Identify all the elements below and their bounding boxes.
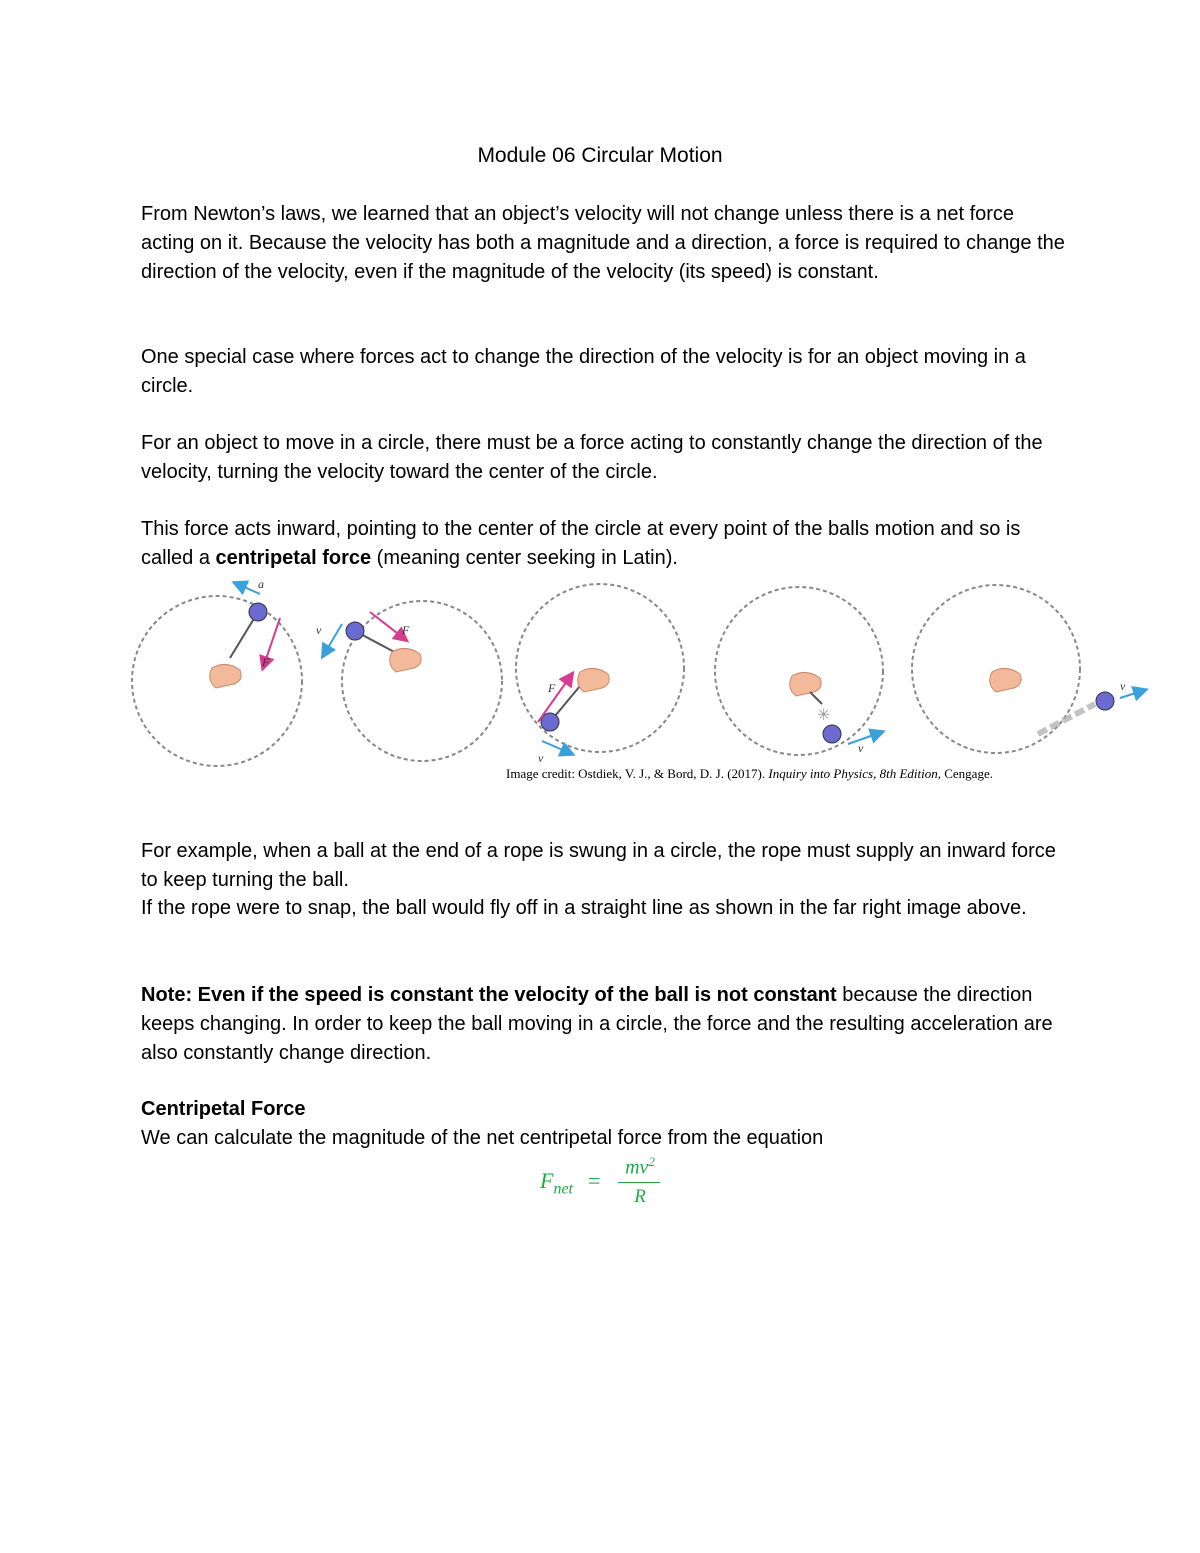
motion-trail bbox=[1038, 704, 1095, 734]
figure-panel-4 bbox=[715, 587, 883, 755]
hand bbox=[210, 664, 241, 688]
label-v: v bbox=[538, 751, 544, 765]
label-a: a bbox=[258, 577, 264, 591]
figure-panel-1 bbox=[132, 577, 302, 766]
force-arrow bbox=[370, 612, 406, 640]
path-circle bbox=[715, 587, 883, 755]
section-heading-centripetal-force: Centripetal Force bbox=[141, 1098, 306, 1120]
ball bbox=[1096, 692, 1114, 710]
image-credit bbox=[506, 766, 993, 782]
hand bbox=[390, 648, 421, 672]
page-title: Module 06 Circular Motion bbox=[477, 144, 723, 167]
centripetal-force-formula bbox=[540, 1150, 680, 1220]
velocity-arrow bbox=[848, 732, 882, 744]
formula-equals: = bbox=[588, 1168, 601, 1193]
hand bbox=[578, 668, 609, 692]
credit-publisher: Cengage. bbox=[940, 766, 993, 781]
figure-panel-3 bbox=[516, 584, 684, 765]
circular-motion-figure bbox=[120, 576, 1160, 776]
label-F: F bbox=[548, 681, 556, 695]
paragraph-rope-example: For example, when a ball at the end of a rope is swung in a circle, the rope must supply an inward force to keep turning the ball. bbox=[141, 840, 1056, 891]
note-text: because the direction keeps changing. In order to keep the ball moving in a circle, the force and the resulting acceleration are also constantly change direction. bbox=[141, 984, 1053, 1064]
label-v: v bbox=[316, 623, 322, 637]
velocity-arrow bbox=[323, 624, 342, 656]
label-v: v bbox=[1120, 679, 1126, 693]
label-v: v bbox=[858, 741, 864, 755]
note-bold: Note: Even if the speed is constant the velocity of the ball is not constant bbox=[141, 984, 837, 1006]
fraction-bar bbox=[618, 1182, 660, 1183]
velocity-arrow bbox=[542, 741, 572, 754]
path-circle bbox=[516, 584, 684, 752]
snap-spark-icon: ✳ bbox=[817, 707, 831, 724]
snapped-rope bbox=[810, 692, 822, 704]
paragraph-note bbox=[141, 981, 1071, 1068]
figure-panel-2 bbox=[316, 601, 502, 761]
hand bbox=[990, 668, 1021, 692]
label-F: F bbox=[262, 655, 270, 669]
credit-text: Image credit: Ostdiek, V. J., & Bord, D. J. (2017). bbox=[506, 766, 769, 781]
paragraph-move-in-circle: For an object to move in a circle, there must be a force acting to constantly change the direction of the velocity, turning the velocity toward the center of the circle. bbox=[141, 432, 1043, 483]
formula-denominator: R bbox=[634, 1186, 646, 1207]
ball bbox=[249, 603, 267, 621]
paragraph-rope-snap: If the rope were to snap, the ball would fly off in a straight line as shown in the far right image above. bbox=[141, 897, 1027, 919]
ball bbox=[541, 713, 559, 731]
p4-text-after: (meaning center seeking in Latin). bbox=[371, 547, 678, 569]
label-F: F bbox=[402, 623, 410, 637]
paragraph-equation-intro: We can calculate the magnitude of the net centripetal force from the equation bbox=[141, 1127, 824, 1149]
velocity-arrow bbox=[235, 583, 260, 594]
ball bbox=[346, 622, 364, 640]
paragraph-special-case: One special case where forces act to change the direction of the velocity is for an object moving in a circle. bbox=[141, 346, 1026, 397]
formula-lhs: $F_{net}$ bbox=[540, 1168, 573, 1198]
p4-text-before: This force acts inward, pointing to the center of the circle at every point of the balls motion and so is called a bbox=[141, 518, 1021, 569]
paragraph-newtons-laws: From Newton’s laws, we learned that an object’s velocity will not change unless there is a net force acting on it. Because the velocity has both a magnitude and a direction, a force is required to change the direction of the velocity, even if the magnitude of the velocity (its speed) is constant. bbox=[141, 203, 1065, 283]
centripetal-force-term: centripetal force bbox=[215, 547, 372, 569]
formula-numerator: $mv^2$ bbox=[625, 1154, 655, 1179]
credit-book-title: Inquiry into Physics, 8th Edition, bbox=[768, 766, 941, 781]
path-circle bbox=[342, 601, 502, 761]
hand bbox=[790, 672, 821, 696]
figure-panel-5 bbox=[912, 585, 1145, 753]
ball bbox=[823, 725, 841, 743]
paragraph-centripetal-definition bbox=[141, 515, 1071, 573]
